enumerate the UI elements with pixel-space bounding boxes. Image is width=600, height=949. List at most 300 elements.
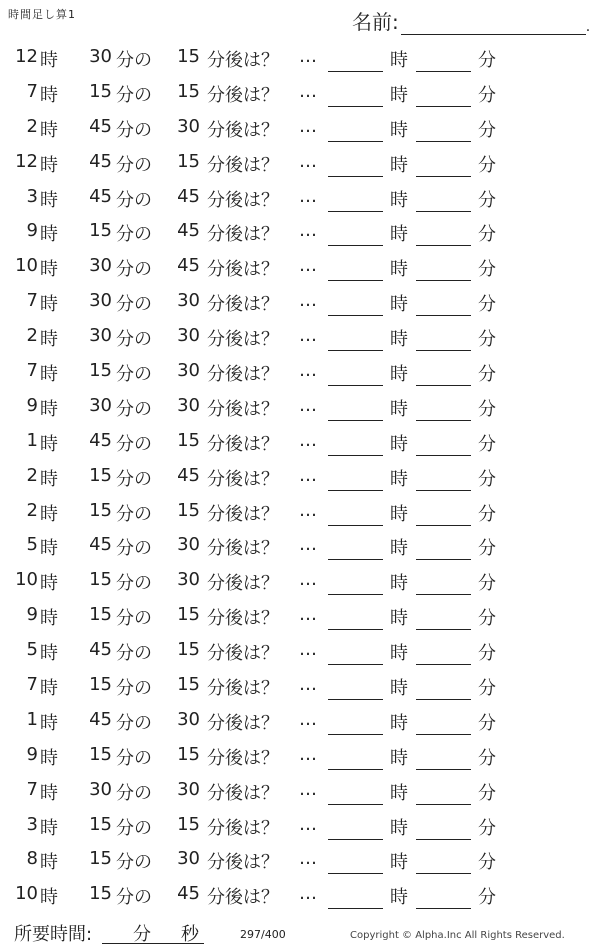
answer-hour-blank[interactable] [328,454,383,456]
answer-hour-blank[interactable] [328,314,383,316]
after-question-label: 分後は？ [207,887,279,909]
answer-minute-unit: 分 [478,608,496,630]
problem-minute: 30 [89,46,112,67]
answer-hour-blank[interactable] [328,628,383,630]
hour-unit: 時 [40,817,58,839]
hour-unit: 時 [40,259,58,281]
after-question-label: 分後は？ [207,189,279,211]
problem-row [0,633,600,668]
minute-of-label: 分の [116,468,152,490]
problem-row [0,214,600,249]
minute-of-label: 分の [116,259,152,281]
answer-hour-unit: 時 [390,887,408,909]
ellipsis: … [299,464,317,486]
after-question-label: 分後は？ [207,398,279,420]
problem-minute: 15 [89,883,112,905]
problem-hour: 7 [26,80,38,102]
hour-unit: 時 [40,782,58,804]
ellipsis: … [299,813,317,835]
answer-minute-unit: 分 [478,817,496,839]
answer-minute-blank[interactable] [416,175,471,177]
answer-minute-unit: 分 [478,398,496,420]
minute-of-label: 分の [116,433,152,455]
page-number: 297/400 [240,928,286,941]
answer-hour-unit: 時 [390,643,408,665]
minute-of-label: 分の [116,538,152,560]
hour-unit: 時 [40,398,58,420]
answer-hour-unit: 時 [390,329,408,351]
problem-hour: 5 [26,639,38,661]
answer-minute-blank[interactable] [416,524,471,526]
after-question-label: 分後は？ [207,817,279,839]
problem-add-minutes: 15 [177,150,200,172]
answer-hour-blank[interactable] [328,70,383,72]
answer-minute-unit: 分 [478,887,496,909]
minute-of-label: 分の [116,224,152,246]
problem-row [0,703,600,738]
answer-minute-unit: 分 [478,119,496,141]
problem-row [0,284,600,319]
problem-hour: 7 [26,290,38,312]
hour-unit: 時 [40,608,58,630]
answer-hour-blank[interactable] [328,140,383,142]
problem-add-minutes: 30 [177,708,200,730]
problem-add-minutes: 15 [177,674,200,696]
after-question-label: 分後は？ [207,224,279,246]
answer-minute-unit: 分 [478,573,496,595]
problem-row [0,808,600,843]
answer-minute-blank[interactable] [416,768,471,770]
answer-hour-blank[interactable] [328,105,383,107]
after-question-label: 分後は？ [207,154,279,176]
problem-hour: 2 [26,499,38,521]
answer-hour-unit: 時 [390,503,408,525]
minute-of-label: 分の [116,154,152,176]
answer-hour-blank[interactable] [328,210,383,212]
minute-of-label: 分の [116,573,152,595]
minute-of-label: 分の [116,364,152,386]
answer-hour-unit: 時 [390,538,408,560]
answer-minute-unit: 分 [478,852,496,874]
after-question-label: 分後は？ [207,747,279,769]
footer [0,916,600,946]
problem-hour: 10 [15,569,38,591]
ellipsis: … [299,185,317,207]
answer-hour-blank[interactable] [328,838,383,840]
problem-row [0,773,600,808]
answer-hour-unit: 時 [390,189,408,211]
problem-add-minutes: 15 [177,813,200,835]
ellipsis: … [299,394,317,416]
hour-unit: 時 [40,503,58,525]
answer-hour-blank[interactable] [328,244,383,246]
problem-add-minutes: 15 [177,743,200,765]
ellipsis: … [299,569,317,591]
problem-hour: 3 [26,813,38,835]
after-question-label: 分後は？ [207,643,279,665]
problem-minute: 30 [89,394,112,416]
ellipsis: … [299,534,317,556]
problem-row [0,110,600,145]
problem-minute: 15 [89,499,112,521]
ellipsis: … [299,80,317,102]
problem-minute: 15 [89,604,112,626]
problem-row [0,459,600,494]
answer-hour-unit: 時 [390,398,408,420]
answer-hour-blank[interactable] [328,803,383,805]
after-question-label: 分後は？ [207,433,279,455]
minute-of-label: 分の [116,817,152,839]
problem-row [0,180,600,215]
after-question-label: 分後は？ [207,259,279,281]
hour-unit: 時 [40,119,58,141]
problem-hour: 1 [26,429,38,451]
answer-hour-unit: 時 [390,259,408,281]
problem-hour: 7 [26,674,38,696]
ellipsis: … [299,674,317,696]
answer-hour-unit: 時 [390,817,408,839]
after-question-label: 分後は？ [207,852,279,874]
problem-minute: 45 [89,429,112,451]
problem-hour: 9 [26,394,38,416]
problem-row [0,319,600,354]
after-question-label: 分後は？ [207,364,279,386]
problem-hour: 3 [26,185,38,207]
answer-minute-blank[interactable] [416,489,471,491]
answer-hour-unit: 時 [390,852,408,874]
problem-row [0,877,600,912]
answer-minute-blank[interactable] [416,872,471,874]
problem-hour: 10 [15,255,38,277]
answer-hour-unit: 時 [390,224,408,246]
minute-of-label: 分の [116,329,152,351]
problem-add-minutes: 15 [177,429,200,451]
problem-minute: 45 [89,115,112,137]
answer-hour-blank[interactable] [328,663,383,665]
problem-add-minutes: 30 [177,778,200,800]
problem-hour: 10 [15,883,38,905]
problem-add-minutes: 30 [177,848,200,870]
problem-hour: 9 [26,220,38,242]
problem-row [0,494,600,529]
answer-hour-blank[interactable] [328,349,383,351]
minute-of-label: 分の [116,712,152,734]
answer-minute-unit: 分 [478,50,496,71]
answer-minute-blank[interactable] [416,419,471,421]
minute-of-label: 分の [116,189,152,211]
ellipsis: … [299,708,317,730]
answer-hour-unit: 時 [390,573,408,595]
minute-of-label: 分の [116,294,152,316]
problem-add-minutes: 15 [177,80,200,102]
answer-minute-blank[interactable] [416,244,471,246]
minute-of-label: 分の [116,50,152,71]
problem-add-minutes: 45 [177,185,200,207]
problem-row [0,842,600,877]
problem-minute: 45 [89,708,112,730]
hour-unit: 時 [40,189,58,211]
problem-row [0,75,600,110]
answer-hour-blank[interactable] [328,698,383,700]
after-question-label: 分後は？ [207,50,279,71]
ellipsis: … [299,848,317,870]
problem-hour: 5 [26,534,38,556]
problem-minute: 15 [89,569,112,591]
ellipsis: … [299,115,317,137]
answer-hour-blank[interactable] [328,384,383,386]
after-question-label: 分後は？ [207,468,279,490]
answer-hour-unit: 時 [390,782,408,804]
problem-row [0,145,600,180]
problem-row [0,563,600,598]
problem-row [0,249,600,284]
answer-minute-blank[interactable] [416,803,471,805]
name-end-dot: . [585,19,591,35]
hour-unit: 時 [40,747,58,769]
answer-minute-blank[interactable] [416,140,471,142]
time-required-label: 所要時間: [14,924,93,945]
name-blank[interactable] [401,14,586,35]
problem-add-minutes: 30 [177,534,200,556]
name-field [352,6,590,35]
answer-hour-unit: 時 [390,294,408,316]
problem-add-minutes: 15 [177,639,200,661]
hour-unit: 時 [40,538,58,560]
hour-unit: 時 [40,712,58,734]
problem-minute: 45 [89,639,112,661]
answer-minute-unit: 分 [478,433,496,455]
minute-of-label: 分の [116,678,152,700]
answer-minute-unit: 分 [478,747,496,769]
answer-hour-blank[interactable] [328,768,383,770]
answer-minute-unit: 分 [478,84,496,106]
hour-unit: 時 [40,154,58,176]
answer-hour-blank[interactable] [328,524,383,526]
hour-unit: 時 [40,224,58,246]
time-seconds-unit: 秒 [181,924,199,945]
minute-of-label: 分の [116,119,152,141]
after-question-label: 分後は？ [207,712,279,734]
answer-hour-unit: 時 [390,747,408,769]
hour-unit: 時 [40,887,58,909]
ellipsis: … [299,429,317,451]
hour-unit: 時 [40,678,58,700]
answer-minute-blank[interactable] [416,733,471,735]
answer-minute-unit: 分 [478,678,496,700]
problem-minute: 15 [89,848,112,870]
problem-hour: 7 [26,360,38,382]
ellipsis: … [299,743,317,765]
after-question-label: 分後は？ [207,84,279,106]
answer-minute-blank[interactable] [416,907,471,909]
time-minutes-unit: 分 [133,924,151,945]
answer-hour-blank[interactable] [328,733,383,735]
answer-minute-blank[interactable] [416,105,471,107]
problem-add-minutes: 30 [177,290,200,312]
hour-unit: 時 [40,294,58,316]
problem-add-minutes: 15 [177,604,200,626]
problem-row [0,668,600,703]
hour-unit: 時 [40,84,58,106]
after-question-label: 分後は？ [207,503,279,525]
answer-hour-blank[interactable] [328,279,383,281]
answer-minute-unit: 分 [478,259,496,281]
problem-row [0,738,600,773]
hour-unit: 時 [40,364,58,386]
ellipsis: … [299,360,317,382]
problem-hour: 8 [26,848,38,870]
ellipsis: … [299,604,317,626]
problem-add-minutes: 30 [177,325,200,347]
ellipsis: … [299,639,317,661]
answer-hour-unit: 時 [390,364,408,386]
problem-add-minutes: 45 [177,464,200,486]
hour-unit: 時 [40,852,58,874]
problem-add-minutes: 30 [177,360,200,382]
hour-unit: 時 [40,433,58,455]
answer-minute-blank[interactable] [416,384,471,386]
after-question-label: 分後は？ [207,608,279,630]
minute-of-label: 分の [116,503,152,525]
answer-minute-blank[interactable] [416,558,471,560]
answer-hour-unit: 時 [390,433,408,455]
hour-unit: 時 [40,643,58,665]
problem-row [0,528,600,563]
answer-hour-unit: 時 [390,119,408,141]
answer-minute-blank[interactable] [416,593,471,595]
answer-minute-blank[interactable] [416,628,471,630]
answer-hour-unit: 時 [390,468,408,490]
ellipsis: … [299,325,317,347]
problem-minute: 15 [89,80,112,102]
minute-of-label: 分の [116,398,152,420]
answer-minute-unit: 分 [478,712,496,734]
problem-hour: 2 [26,464,38,486]
problem-hour: 1 [26,708,38,730]
problem-hour: 2 [26,325,38,347]
time-required-blank[interactable] [102,920,204,944]
answer-hour-unit: 時 [390,50,408,71]
problem-minute: 15 [89,464,112,486]
minute-of-label: 分の [116,852,152,874]
answer-minute-unit: 分 [478,643,496,665]
problem-minute: 15 [89,220,112,242]
problem-hour: 9 [26,604,38,626]
name-label: 名前: [352,10,399,34]
answer-hour-blank[interactable] [328,419,383,421]
answer-minute-blank[interactable] [416,349,471,351]
answer-hour-blank[interactable] [328,175,383,177]
problem-add-minutes: 45 [177,883,200,905]
after-question-label: 分後は？ [207,678,279,700]
answer-minute-unit: 分 [478,329,496,351]
after-question-label: 分後は？ [207,573,279,595]
answer-minute-blank[interactable] [416,663,471,665]
problem-minute: 30 [89,325,112,347]
answer-minute-unit: 分 [478,782,496,804]
hour-unit: 時 [40,50,58,71]
minute-of-label: 分の [116,643,152,665]
answer-minute-unit: 分 [478,538,496,560]
minute-of-label: 分の [116,747,152,769]
problem-list [0,40,600,912]
answer-hour-blank[interactable] [328,593,383,595]
problem-add-minutes: 45 [177,255,200,277]
answer-minute-blank[interactable] [416,279,471,281]
answer-hour-blank[interactable] [328,872,383,874]
problem-row [0,424,600,459]
answer-minute-unit: 分 [478,468,496,490]
copyright-text: Copyright © Alpha.Inc All Rights Reserved. [350,930,565,941]
answer-hour-unit: 時 [390,712,408,734]
answer-hour-blank[interactable] [328,558,383,560]
after-question-label: 分後は？ [207,782,279,804]
problem-add-minutes: 15 [177,46,200,67]
hour-unit: 時 [40,573,58,595]
problem-minute: 45 [89,185,112,207]
answer-minute-blank[interactable] [416,454,471,456]
answer-minute-unit: 分 [478,364,496,386]
hour-unit: 時 [40,468,58,490]
after-question-label: 分後は？ [207,119,279,141]
answer-minute-blank[interactable] [416,838,471,840]
problem-row [0,598,600,633]
problem-minute: 30 [89,778,112,800]
problem-hour: 9 [26,743,38,765]
hour-unit: 時 [40,329,58,351]
answer-minute-blank[interactable] [416,70,471,72]
problem-minute: 30 [89,290,112,312]
answer-hour-unit: 時 [390,84,408,106]
problem-add-minutes: 15 [177,499,200,521]
problem-minute: 45 [89,534,112,556]
answer-hour-unit: 時 [390,608,408,630]
problem-add-minutes: 30 [177,394,200,416]
ellipsis: … [299,499,317,521]
problem-add-minutes: 30 [177,115,200,137]
minute-of-label: 分の [116,608,152,630]
after-question-label: 分後は？ [207,329,279,351]
problem-minute: 15 [89,360,112,382]
problem-add-minutes: 30 [177,569,200,591]
answer-hour-blank[interactable] [328,907,383,909]
problem-hour: 12 [15,46,38,67]
after-question-label: 分後は？ [207,294,279,316]
answer-minute-unit: 分 [478,189,496,211]
answer-minute-blank[interactable] [416,314,471,316]
problem-hour: 7 [26,778,38,800]
answer-minute-blank[interactable] [416,698,471,700]
problem-row [0,40,600,75]
problem-row [0,389,600,424]
problem-row [0,354,600,389]
answer-hour-blank[interactable] [328,489,383,491]
problem-hour: 2 [26,115,38,137]
ellipsis: … [299,255,317,277]
ellipsis: … [299,778,317,800]
ellipsis: … [299,290,317,312]
ellipsis: … [299,150,317,172]
problem-minute: 30 [89,255,112,277]
answer-minute-blank[interactable] [416,210,471,212]
ellipsis: … [299,220,317,242]
ellipsis: … [299,46,317,67]
answer-hour-unit: 時 [390,154,408,176]
minute-of-label: 分の [116,782,152,804]
after-question-label: 分後は？ [207,538,279,560]
answer-minute-unit: 分 [478,224,496,246]
problem-hour: 12 [15,150,38,172]
